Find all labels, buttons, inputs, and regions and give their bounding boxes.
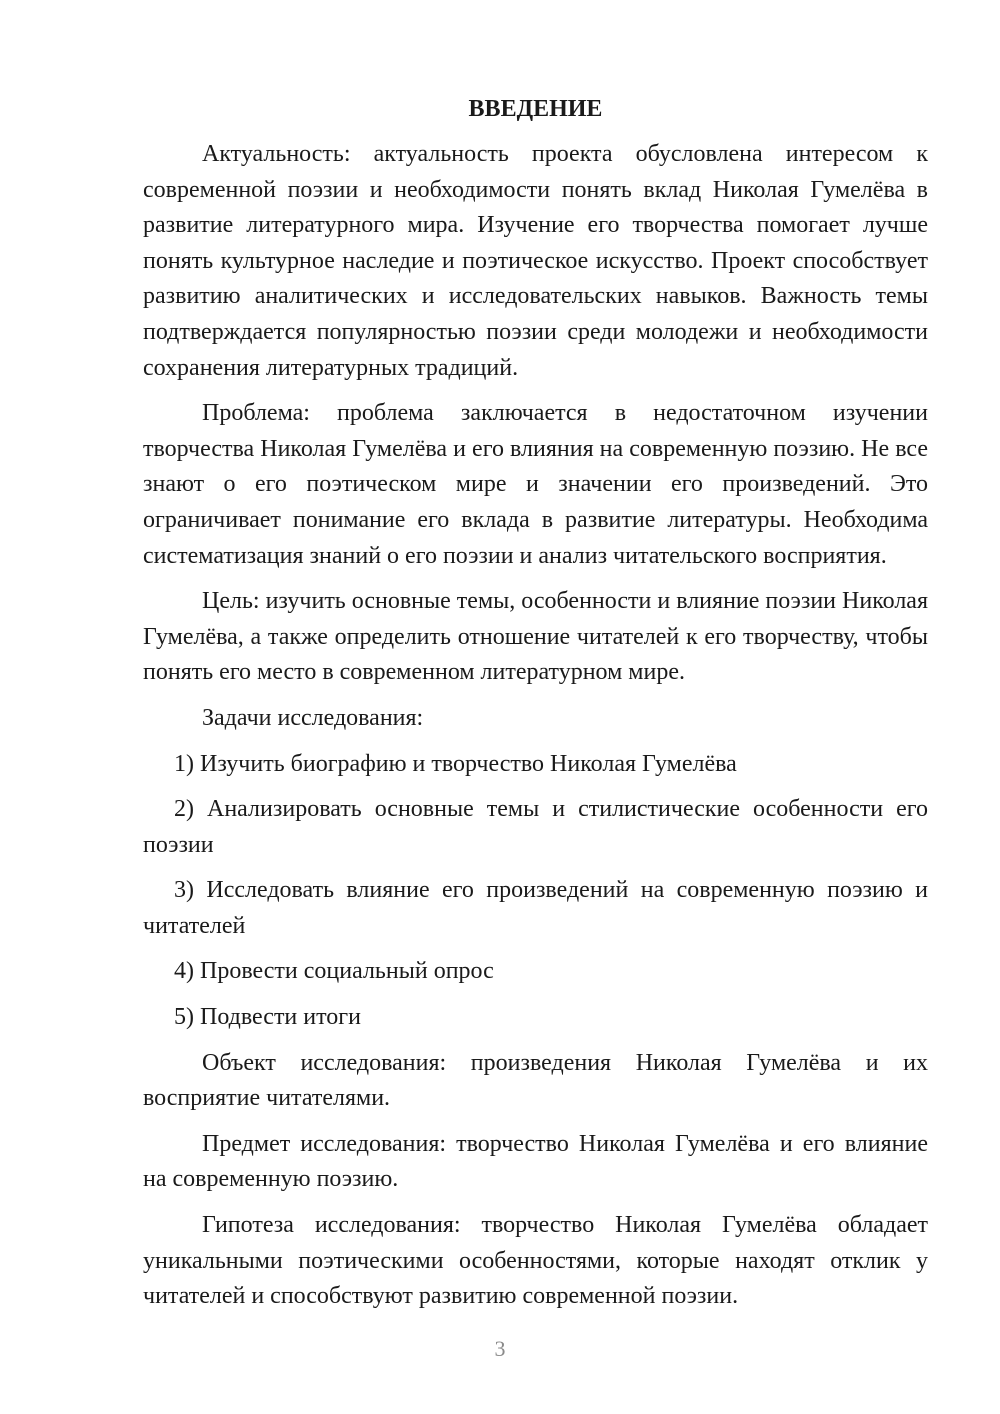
- object-paragraph: Объект исследования: произведения Николая Гумелёва и их восприятие читателями.: [143, 1049, 928, 1112]
- problem-paragraph: Проблема: проблема заключается в недостаточном изучении творчества Николая Гумелёва и его влияния на современную поэзию. Не все знают о его поэтическом мире и значении его произведений. Это ограничивает понимание его вклада в развитие литературы. Необходима систематизация знаний о его поэзии и анализ читательского восприятия.: [143, 400, 928, 569]
- tasks-list: [143, 747, 928, 1036]
- task-item: 5) Подвести итоги: [174, 1004, 361, 1031]
- task-item: 4) Провести социальный опрос: [174, 958, 494, 985]
- task-item: 1) Изучить биографию и творчество Николая Гумелёва: [174, 750, 737, 777]
- hypothesis-paragraph: Гипотеза исследования: творчество Николая Гумелёва обладает уникальными поэтическими особенностями, которые находят отклик у читателей и способствуют развитию современной поэзии.: [143, 1212, 928, 1310]
- section-title: ВВЕДЕНИЕ: [468, 96, 603, 122]
- page-number: 3: [494, 1336, 506, 1361]
- page-content: [143, 92, 928, 1325]
- task-item: 3) Исследовать влияние его произведений на современную поэзию и читателей: [143, 877, 928, 939]
- tasks-heading: Задачи исследования:: [202, 704, 424, 731]
- task-item: 2) Анализировать основные темы и стилистические особенности его поэзии: [143, 796, 928, 858]
- relevance-paragraph: Актуальность: актуальность проекта обусловлена интересом к современной поэзии и необходимости понять вклад Николая Гумелёва в развитие литературного мира. Изучение его творчества помогает лучше понять культурное наследие и поэтическое искусство. Проект способствует развитию аналитических и исследовательских навыков. Важность темы подтверждается популярностью поэзии среди молодежи и необходимости сохранения литературных традиций.: [143, 141, 928, 381]
- subject-paragraph: Предмет исследования: творчество Николая Гумелёва и его влияние на современную поэзию.: [143, 1130, 928, 1193]
- goal-paragraph: Цель: изучить основные темы, особенности и влияние поэзии Николая Гумелёва, а также определить отношение читателей к его творчеству, чтобы понять его место в современном литературном мире.: [143, 588, 928, 686]
